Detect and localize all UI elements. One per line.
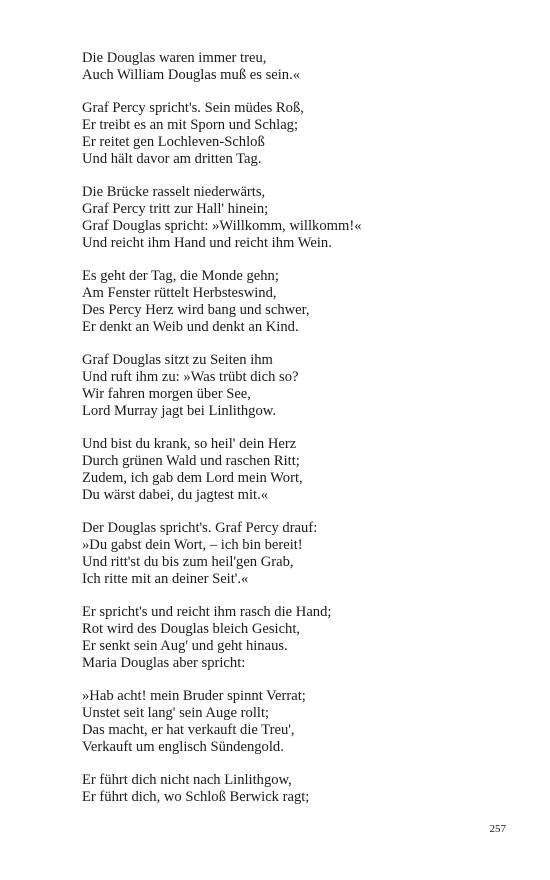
poem-line: Ich ritte mit an deiner Seit'.« [82, 570, 249, 587]
poem-line: Er führt dich, wo Schloß Berwick ragt; [82, 789, 310, 806]
poem-line: Er führt dich nicht nach Linlithgow, [82, 772, 292, 789]
poem-line: Die Douglas waren immer treu, [82, 50, 267, 66]
poem-line: Die Brücke rasselt niederwärts, [82, 184, 266, 201]
poem-line: Und ruft ihm zu: »Was trübt dich so? [82, 369, 299, 386]
poem-line: Und bist du krank, so heil' dein Herz [82, 436, 297, 453]
stanza-5 [82, 352, 522, 419]
poem-line: Durch grünen Wald und raschen Ritt; [82, 453, 300, 470]
poem-line: Auch William Douglas muß es sein.« [82, 66, 301, 83]
poem-line: Der Douglas spricht's. Graf Percy drauf: [82, 520, 318, 537]
page-number: 257 [489, 823, 506, 835]
poem-line: Wir fahren morgen über See, [82, 385, 251, 402]
poem-line: Zudem, ich gab dem Lord mein Wort, [82, 469, 303, 486]
poem-line: Er denkt an Weib und denkt an Kind. [82, 318, 299, 335]
stanza-8 [82, 604, 522, 671]
poem-line: Es geht der Tag, die Monde gehn; [82, 268, 279, 285]
stanza-1 [82, 50, 522, 84]
stanza-3 [82, 184, 522, 251]
stanza-10 [82, 772, 522, 806]
poem-line: Des Percy Herz wird bang und schwer, [82, 301, 310, 318]
stanza-6 [82, 436, 522, 503]
poem-line: Das macht, er hat verkauft die Treu', [82, 721, 295, 738]
poem-line: Lord Murray jagt bei Linlithgow. [82, 402, 277, 419]
poem-line: Am Fenster rüttelt Herbsteswind, [82, 285, 277, 302]
stanza-4 [82, 268, 522, 335]
poem-line: Er reitet gen Lochleven-Schloß [82, 133, 265, 150]
poem-line: Und hält davor am dritten Tag. [82, 150, 262, 167]
stanza-7 [82, 520, 522, 587]
poem-line: Er spricht's und reicht ihm rasch die Hand; [82, 604, 332, 621]
poem-line: Maria Douglas aber spricht: [82, 654, 246, 671]
poem-line: Graf Douglas sitzt zu Seiten ihm [82, 352, 273, 369]
poem-line: Er senkt sein Aug' und geht hinaus. [82, 637, 288, 654]
poem-line: Graf Percy tritt zur Hall' hinein; [82, 201, 269, 218]
poem-line: Und reicht ihm Hand und reicht ihm Wein. [82, 234, 332, 251]
stanza-2 [82, 100, 522, 167]
poem-line: »Du gabst dein Wort, – ich bin bereit! [82, 537, 303, 554]
poem-line: Unstet seit lang' sein Auge rollt; [82, 705, 270, 722]
poem-line: Er treibt es an mit Sporn und Schlag; [82, 117, 299, 134]
stanza-9 [82, 688, 522, 755]
poem-line: Graf Percy spricht's. Sein müdes Roß, [82, 100, 304, 117]
poem-line: »Hab acht! mein Bruder spinnt Verrat; [82, 688, 306, 705]
poem-line: Verkauft um englisch Sündengold. [82, 738, 284, 755]
poem-line: Graf Douglas spricht: »Willkomm, willkomm!« [82, 217, 362, 234]
poem-line: Du wärst dabei, du jagtest mit.« [82, 486, 269, 503]
poem-text [82, 50, 522, 823]
poem-line: Und ritt'st du bis zum heil'gen Grab, [82, 553, 294, 570]
poem-line: Rot wird des Douglas bleich Gesicht, [82, 621, 301, 638]
